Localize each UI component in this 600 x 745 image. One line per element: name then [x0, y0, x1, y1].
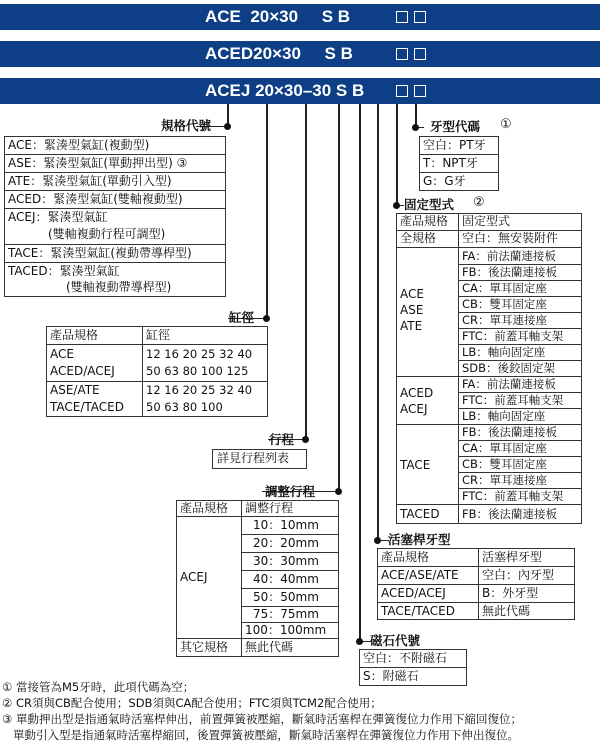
adjust-value: 75：75mm: [253, 607, 319, 621]
spec-row: ACEJ：緊湊型氣缸: [8, 210, 108, 224]
model-code-acej: ACEJ 20×30–30 S B: [205, 81, 365, 100]
spec-row: TACED：緊湊型氣缸: [8, 264, 120, 278]
footnote: 單動引入型是指通氣時活塞桿縮回，後置彈簧被壓縮，斷氣時活塞桿在彈簧復位力作用下伸出復位。: [2, 728, 519, 742]
mount-option: FTC：前蓋耳軸支架: [462, 489, 564, 503]
connector-dot: [412, 124, 419, 131]
spec-row: TACE：緊湊型氣缸(複動帶導桿型): [8, 246, 192, 260]
mount-option: CR：單耳連接座: [462, 473, 548, 487]
placeholder-box: [414, 48, 426, 60]
adjust-value: 10：10mm: [253, 518, 319, 532]
divider: [377, 566, 575, 567]
bore-model: ACED/ACEJ: [50, 364, 115, 378]
mount-option: FTC：前蓋耳軸支架: [462, 329, 564, 343]
connector-line: [377, 104, 379, 541]
divider: [4, 172, 226, 173]
divider: [142, 326, 143, 417]
stroke-text: 詳見行程列表: [217, 451, 290, 465]
bore-col-model: 產品規格: [50, 328, 99, 342]
divider: [377, 584, 575, 585]
mount-group-label: ACE: [400, 287, 424, 301]
adjust-other-value: 無此代碼: [245, 640, 294, 654]
adjust-col-model: 產品規格: [180, 501, 229, 515]
bore-values: 12 16 20 25 32 40: [146, 383, 253, 397]
adjust-model: ACEJ: [180, 570, 208, 584]
connector-dot: [356, 638, 363, 645]
mount-option: CB：雙耳固定座: [462, 297, 547, 311]
piston-value: 空白：內牙型: [482, 568, 555, 582]
footnote-marker: ②: [473, 195, 485, 210]
mount-option: LB：軸向固定座: [462, 345, 546, 359]
magnet-heading: 磁石代號: [370, 633, 421, 648]
divider: [359, 667, 467, 668]
piston-heading: 活塞桿牙型: [388, 532, 451, 547]
mount-option: FTC：前蓋耳軸支架: [462, 393, 564, 407]
spec-row: ACE：緊湊型氣缸(複動型): [8, 138, 150, 152]
mount-group-label: ACEJ: [400, 402, 428, 416]
mount-all-label: 全規格: [400, 231, 437, 245]
mount-option: FA：前法蘭連接板: [462, 377, 556, 391]
divider: [4, 262, 226, 263]
connector-dot: [302, 436, 309, 443]
mount-option: CA：單耳固定座: [462, 281, 547, 295]
divider: [46, 381, 268, 382]
adjust-value: 50：50mm: [253, 590, 319, 604]
bore-model: ACE: [50, 347, 74, 361]
connector-line: [266, 104, 268, 319]
piston-value: B：外牙型: [482, 586, 539, 600]
bore-col-bore: 缸徑: [146, 328, 171, 342]
bore-values: 50 63 80 100: [146, 400, 223, 414]
thread-row: 空白：PT牙: [423, 138, 486, 152]
connector-dot: [224, 123, 231, 130]
divider: [396, 247, 582, 248]
footnote: ① 當接管為M5牙時，此項代碼為空；: [2, 680, 195, 694]
connector-line: [305, 104, 307, 440]
mount-option: LB：軸向固定座: [462, 409, 546, 423]
mount-group-label: ATE: [400, 319, 423, 333]
placeholder-box: [414, 85, 426, 97]
magnet-row: 空白：不附磁石: [363, 651, 448, 665]
divider: [419, 172, 499, 173]
bore-values: 12 16 20 25 32 40: [146, 347, 253, 361]
footnote: ③ 單動押出型是指通氣時活塞桿伸出，前置彈簧被壓縮，斷氣時活塞桿在彈簧復位力作用下縮回復位；: [2, 712, 522, 726]
spec-row: ACED：緊湊型氣缸(雙軸複動型): [8, 192, 183, 206]
divider: [4, 208, 226, 209]
bore-heading: 缸徑: [229, 310, 255, 325]
connector-line: [396, 104, 398, 206]
placeholder-box: [396, 85, 408, 97]
mount-col-model: 產品規格: [400, 214, 449, 228]
bore-model: TACE/TACED: [50, 400, 124, 414]
piston-col-thread: 活塞桿牙型: [482, 550, 543, 564]
spec-row: ATE：緊湊型氣缸(單動引入型): [8, 174, 172, 188]
divider: [241, 534, 339, 535]
bore-model: ASE/ATE: [50, 383, 100, 397]
magnet-row: S：附磁石: [363, 669, 419, 683]
adjust-value: 100：100mm: [245, 623, 327, 637]
divider: [458, 213, 459, 524]
mount-option: FB：後法蘭連接板: [462, 265, 558, 279]
model-code-aced: ACED20×30 S B: [205, 44, 353, 63]
thread-row: T：NPT牙: [423, 156, 478, 170]
thread-row: G：G牙: [423, 174, 466, 188]
mount-option: CR：單耳連接座: [462, 313, 548, 327]
connector-dot: [335, 488, 342, 495]
piston-col-model: 產品規格: [381, 550, 430, 564]
divider: [396, 504, 582, 505]
mount-col-type: 固定型式: [462, 214, 511, 228]
mount-option: CB：雙耳固定座: [462, 457, 547, 471]
divider: [241, 588, 339, 589]
divider: [377, 602, 575, 603]
mount-option: FB：後法蘭連接板: [462, 425, 558, 439]
connector-dot: [393, 202, 400, 209]
piston-value: 無此代碼: [482, 604, 531, 618]
mount-group-label: TACE: [400, 458, 431, 472]
mount-group-label: TACED: [400, 507, 440, 521]
piston-model: ACED/ACEJ: [381, 586, 446, 600]
placeholder-box: [396, 48, 408, 60]
divider: [241, 570, 339, 571]
thread-heading: 牙型代碼: [430, 119, 481, 134]
footnote: ② CR須與CB配合使用；SDB須與CA配合使用；FTC須與TCM2配合使用；: [2, 696, 382, 710]
adjust-heading: 調整行程: [265, 484, 316, 499]
divider: [176, 638, 339, 639]
divider: [46, 344, 268, 345]
adjust-value: 40：40mm: [253, 572, 319, 586]
adjust-value: 20：20mm: [253, 536, 319, 550]
mount-option: FB：後法蘭連接板: [462, 507, 558, 521]
divider: [241, 552, 339, 553]
divider: [4, 244, 226, 245]
bore-values: 50 63 80 100 125: [146, 364, 249, 378]
divider: [4, 190, 226, 191]
connector-line: [338, 104, 340, 492]
spec-row: (雙軸複動帶導桿型): [66, 280, 172, 294]
adjust-other-model: 其它規格: [180, 640, 229, 654]
piston-model: TACE/TACED: [381, 604, 455, 618]
connector-line: [359, 104, 361, 642]
divider: [176, 516, 339, 517]
footnote-marker: ①: [500, 117, 512, 132]
adjust-col-stroke: 調整行程: [245, 501, 294, 515]
mount-group-label: ASE: [400, 303, 424, 317]
divider: [241, 500, 242, 657]
connector-dot: [263, 315, 270, 322]
spec-heading: 規格代號: [161, 118, 212, 133]
model-code-ace: ACE 20×30 S B: [205, 7, 351, 26]
piston-model: ACE/ASE/ATE: [381, 568, 459, 582]
mount-all-value: 空白：無安裝附件: [462, 231, 559, 245]
mount-group-label: ACED: [400, 386, 434, 400]
connector-dot: [374, 537, 381, 544]
mount-option: CA：單耳固定座: [462, 441, 547, 455]
placeholder-box: [396, 11, 408, 23]
mount-heading: 固定型式: [404, 197, 455, 212]
spec-row: (雙軸複動行程可調型): [48, 227, 166, 241]
divider: [4, 154, 226, 155]
divider: [419, 154, 499, 155]
mount-option: FA：前法蘭連接板: [462, 249, 556, 263]
stroke-heading: 行程: [269, 432, 295, 447]
adjust-value: 30：30mm: [253, 554, 319, 568]
placeholder-box: [414, 11, 426, 23]
spec-row: ASE：緊湊型氣缸(單動押出型) ③: [8, 156, 188, 170]
mount-option: SDB：後鉸固定架: [462, 361, 556, 375]
